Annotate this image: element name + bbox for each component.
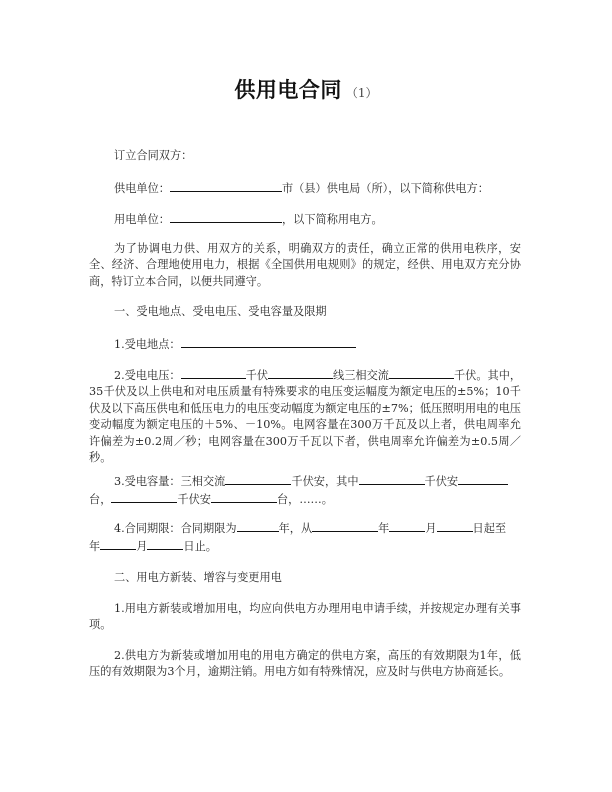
item3-paragraph — [89, 472, 521, 509]
capacity-field-3[interactable] — [458, 472, 508, 485]
item2-unit2: 线三相交流 — [333, 369, 389, 382]
capacity-field-4[interactable] — [111, 490, 177, 503]
item4-text1: 年，从 — [278, 522, 313, 535]
item4-label: 4.合同期限：合同期限为 — [114, 522, 237, 535]
consumer-suffix: ，以下简称用电方。 — [281, 213, 383, 226]
intro-label: 订立合同双方： — [114, 149, 193, 162]
item4-first-line — [89, 519, 521, 537]
item3-second-line — [89, 490, 521, 508]
item2-body: 35千伏及以上供电和对电压质量有特殊要求的电压变运幅度为额定电压的±5%；10千伏及以下高压供电和低压电力的电压变动幅度为额定电压的±7%；低压照明用电的电压变动幅度为额定电压的＋5%、－10%。电网容量在300万千瓦及以上者，供电周率允许偏差为±0.2周／秒；电网容量在300万千瓦以下者，供电周率允许偏差为±0.5周／秒。 — [89, 385, 521, 465]
voltage-field-2[interactable] — [268, 366, 333, 379]
capacity-field-5[interactable] — [211, 490, 277, 503]
item4-text2: 年 — [378, 522, 390, 535]
section1-heading: 一、受电地点、受电电压、受电容量及限期 — [114, 305, 327, 318]
item3-text3: 台， — [89, 493, 112, 507]
item3-label: 3.受电容量：三相交流 — [114, 475, 226, 488]
capacity-field-1[interactable] — [225, 472, 291, 485]
item2-paragraph — [89, 366, 521, 466]
voltage-field-3[interactable] — [389, 366, 454, 379]
section2-heading: 二、用电方新装、增容与变更用电 — [114, 571, 282, 584]
receiving-location-field[interactable] — [181, 335, 356, 348]
item3-text5: 台，……。 — [276, 493, 333, 507]
section2-item2: 2.供电方为新装或增加用电的用电方确定的供电方案，高压的有效期限为1年，低压的有效期限为3个月，逾期注销。用电方如有特殊情况，应及时与供电方协商延长。 — [89, 649, 521, 679]
item4-second-line — [89, 537, 521, 555]
item1-line — [89, 335, 521, 353]
preamble-paragraph: 为了协调电力供、用双方的关系，明确双方的责任，确立正常的供用电秩序，安全、经济、合理地使用电力，根据《全国供用电规则》的规定，经供、用电双方充分协商，特订立本合同，以便共同遵守。 — [89, 242, 521, 288]
item4-paragraph — [89, 519, 521, 556]
start-month-field[interactable] — [389, 519, 425, 532]
item1-label: 1.受电地点： — [114, 338, 181, 351]
consumer-name-field[interactable] — [170, 210, 282, 223]
item4-text3: 月 — [425, 522, 437, 535]
item4-text7: 日止。 — [183, 540, 217, 554]
end-day-field[interactable] — [147, 537, 183, 550]
capacity-field-2[interactable] — [359, 472, 425, 485]
consumer-line — [89, 210, 521, 228]
start-day-field[interactable] — [437, 519, 473, 532]
title-suffix: （1） — [345, 86, 378, 100]
document-title — [0, 74, 612, 104]
supplier-suffix: 市（县）供电局（所），以下简称供电方： — [281, 182, 489, 195]
supplier-label: 供电单位： — [114, 182, 170, 195]
item3-text2: 千伏安 — [424, 475, 459, 488]
item2-unit3: 千伏。其中， — [453, 369, 522, 382]
end-month-lead-field[interactable] — [100, 537, 136, 550]
start-year-field[interactable] — [312, 519, 378, 532]
item3-text4: 千伏安 — [177, 493, 211, 507]
item3-text1: 千伏安，其中 — [291, 475, 359, 488]
item3-first-line — [89, 472, 521, 490]
title-main: 供用电合同 — [234, 78, 342, 102]
consumer-label: 用电单位： — [114, 213, 170, 226]
supplier-line — [89, 179, 521, 197]
voltage-field-1[interactable] — [181, 366, 246, 379]
item4-text6: 月 — [136, 540, 148, 554]
item2-label: 2.受电电压： — [114, 369, 181, 382]
item2-unit1: 千伏 — [245, 369, 269, 382]
term-years-field[interactable] — [237, 519, 279, 532]
item4-text4: 日起至 — [472, 522, 507, 535]
item2-first-line — [89, 366, 521, 384]
item4-text5: 年 — [89, 540, 101, 554]
section2-item1: 1.用电方新装或增加用电，均应向供电方办理用电申请手续，并按规定办理有关事项。 — [89, 602, 521, 632]
supplier-name-field[interactable] — [170, 179, 282, 192]
